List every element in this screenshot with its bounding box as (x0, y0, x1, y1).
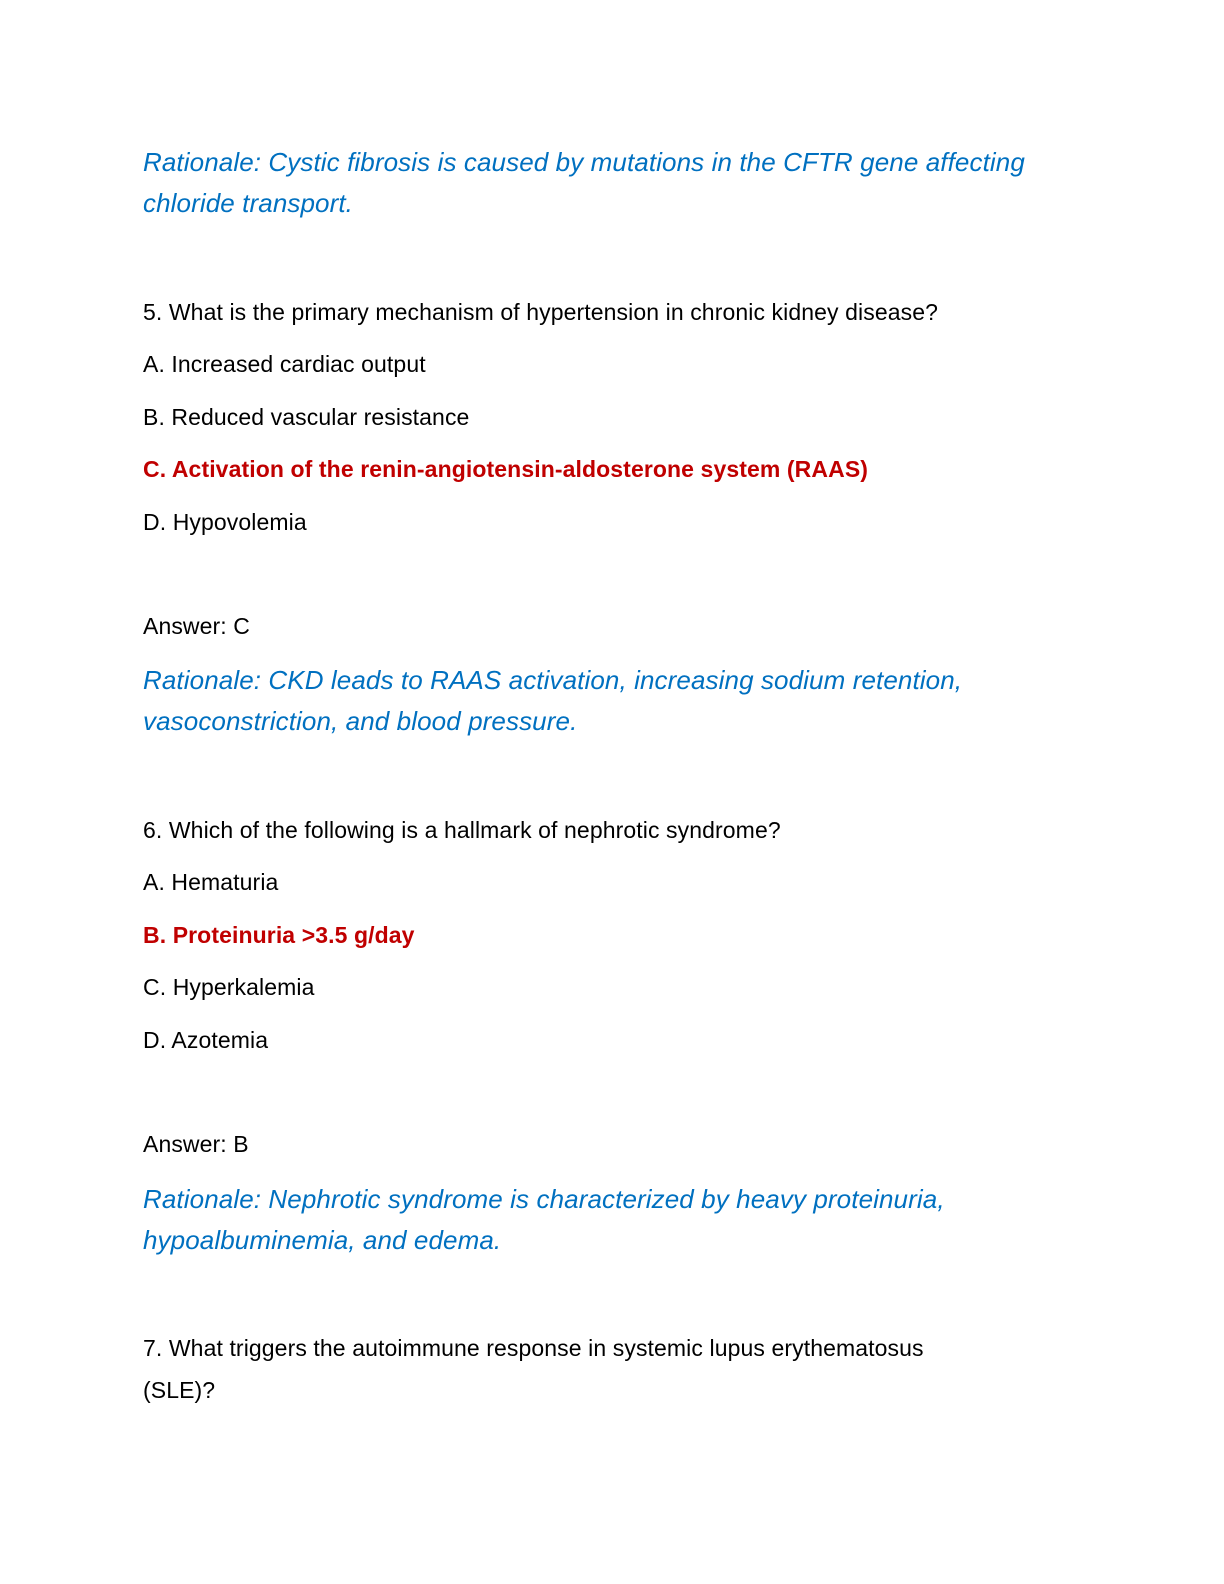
rationale-cystic-fibrosis: Rationale: Cystic fibrosis is caused by mutations in the CFTR gene affecting chloride transport. (143, 147, 1025, 218)
q6-option-c: C. Hyperkalemia (143, 974, 315, 1000)
q5-rationale: Rationale: CKD leads to RAAS activation, increasing sodium retention, vasoconstriction, and blood pressure. (143, 665, 963, 736)
q6-option-a: A. Hematuria (143, 869, 279, 895)
question-6: 6. Which of the following is a hallmark of nephrotic syndrome? (143, 817, 781, 843)
q5-option-a: A. Increased cardiac output (143, 351, 426, 377)
question-7-line-2: (SLE)? (143, 1377, 216, 1403)
q5-answer: Answer: C (143, 613, 250, 639)
question-5: 5. What is the primary mechanism of hypertension in chronic kidney disease? (143, 299, 938, 325)
q5-option-d: D. Hypovolemia (143, 509, 307, 535)
q6-option-b-correct: B. Proteinuria >3.5 g/day (143, 922, 415, 948)
q6-option-d: D. Azotemia (143, 1027, 269, 1053)
document-page (143, 0, 1083, 1584)
question-7-line-1: 7. What triggers the autoimmune response in systemic lupus erythematosus (143, 1335, 924, 1361)
q5-option-b: B. Reduced vascular resistance (143, 404, 470, 430)
q5-option-c-correct: C. Activation of the renin-angiotensin-aldosterone system (RAAS) (143, 456, 869, 482)
q6-answer: Answer: B (143, 1131, 249, 1157)
q6-rationale: Rationale: Nephrotic syndrome is characterized by heavy proteinuria, hypoalbuminemia, and edema. (143, 1184, 945, 1255)
